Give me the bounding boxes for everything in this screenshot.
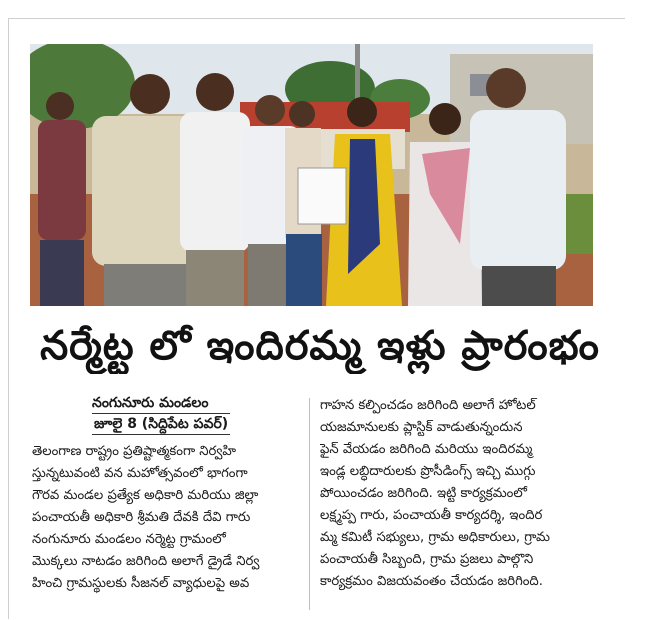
article-line: స్తున్నటువంటి వన మహోత్సవంలో భాగంగా bbox=[32, 466, 248, 481]
news-photo bbox=[30, 44, 593, 306]
byline-dateline: జూలై 8 (సిద్దిపేట పవర్) bbox=[92, 413, 230, 435]
article-line: ఇండ్ల లబ్ధిదారులకు ప్రొసీడింగ్స్ ఇచ్చి ముగ్గు bbox=[320, 464, 536, 479]
byline bbox=[92, 393, 312, 435]
article-line: గౌరవ మండల ప్రత్యేక అధికారి మరియు జిల్లా bbox=[32, 488, 259, 503]
article-line: పోయించడం జరిగింది. ఇట్టి కార్యక్రమంలో bbox=[320, 486, 527, 501]
article-line: హించి గ్రామస్థులకు సీజనల్ వ్యాధులపై అవ bbox=[32, 576, 250, 591]
article-column-left bbox=[32, 441, 300, 595]
column-divider bbox=[309, 398, 310, 610]
article-line: ఫైన్ వేయడం జరిగింది మరియు ఇందిరమ్మ bbox=[320, 442, 533, 457]
article-line: లక్ష్మప్ప గారు, పంచాయతీ కార్యదర్శి, ఇందిర bbox=[320, 508, 543, 523]
article-line: మ్మ కమిటీ సభ్యులు, గ్రామ అధికారులు, గ్రామ bbox=[320, 530, 550, 545]
article-column-right bbox=[320, 395, 596, 593]
article-line: పంచాయతీ సిబ్బంది, గ్రామ ప్రజలు పాల్గొని bbox=[320, 552, 534, 567]
article-line: యజమానులకు ప్లాస్టిక్ వాడుతున్నందున bbox=[320, 420, 523, 435]
article-line: కార్యక్రమం విజయవంతం చేయడం జరిగింది. bbox=[320, 574, 543, 589]
article-line: గాహన కల్పించడం జరిగింది అలాగే హోటల్ bbox=[320, 398, 536, 413]
byline-place: నంగునూరు మండలం bbox=[92, 395, 209, 411]
headline: నర్మేట్ట లో ఇందిరమ్మ ఇళ్లు ప్రారంభం bbox=[40, 323, 600, 369]
article-line: మొక్కలు నాటడం జరిగింది అలాగే డ్రైడే నిర్వ bbox=[32, 554, 260, 569]
article-line: తెలంగాణ రాష్ట్రం ప్రతిష్టాత్మకంగా నిర్వహి bbox=[32, 444, 237, 459]
article-line: పంచాయతీ అధికారి శ్రీమతి దేవకి దేవి గారు bbox=[32, 510, 251, 525]
article-line: నంగునూరు మండలం నర్మెట్ట గ్రామంలో bbox=[32, 532, 226, 547]
